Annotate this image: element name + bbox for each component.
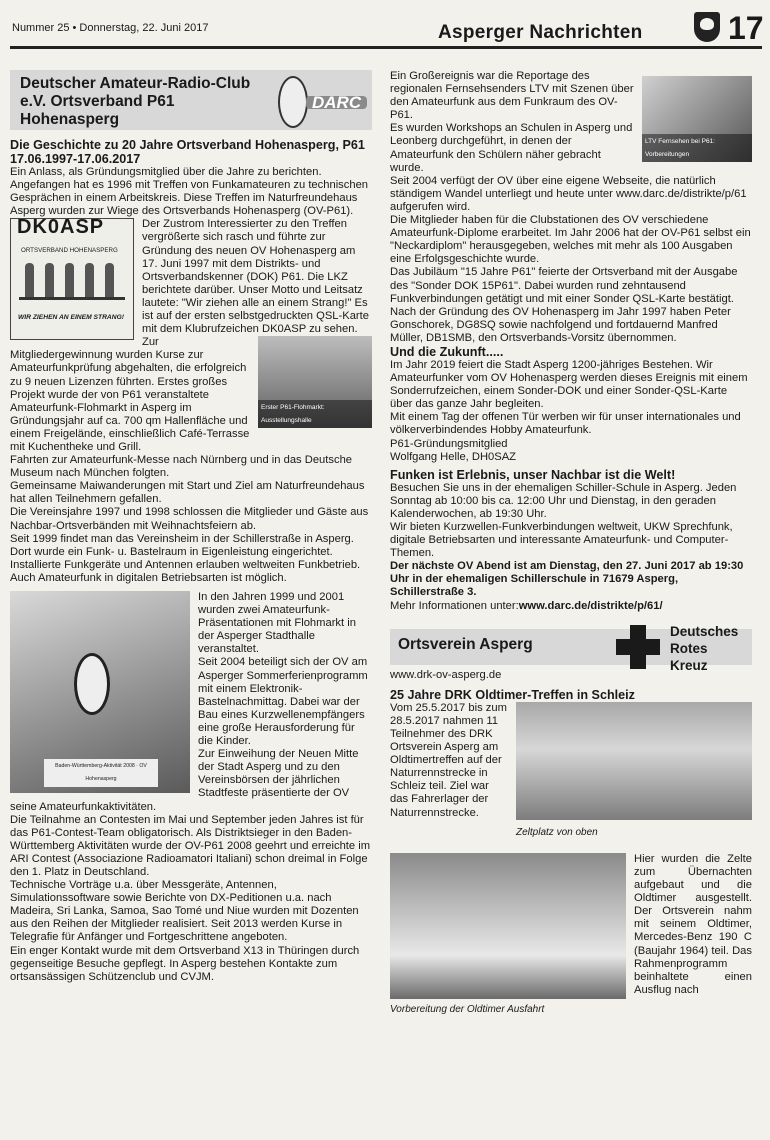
more-info-label: Mehr Informationen unter: bbox=[390, 599, 519, 612]
paragraph: Gemeinsame Maiwanderungen mit Start und Ziel am Naturfreundehaus hat allen Teilnehmern gefallen. bbox=[10, 480, 365, 506]
drk-banner bbox=[390, 623, 752, 673]
paragraph: Die Teilnahme an Contesten im Mai und September jeden Jahres ist für das P61-Contest-Team obligatorisch. Als Distriktsieger in den Baden-Württemberg Aktivitäten wurde der OV-P61 2008 geehrt und erreichte im ARI Contest (Associazione Radioamatori Italiani) schon dreimal in Folge den 1. Platz in Deutschland. bbox=[10, 813, 371, 878]
qsl-call: DK0ASP bbox=[17, 216, 105, 239]
paragraph: Der Zustrom Interessierter zu den Treffen vergrößerte sich rasch und führte zur Gründung des neuen OV Hohenasperg am 17. Juni 1997 mit dem Distrikts- und Ortsverbandskenner (DOK) P61. Die LKZ berichtete darüber. Unser Motto und Leitsatz lautete: "Wir ziehen alle an einem Strang!" Es ist auf der ersten selbstgedruckten QSL-Karte mit dem Klubrufzeichen DK0ASP zu sehen. bbox=[142, 218, 369, 336]
zeltplatz-figure bbox=[516, 702, 752, 839]
trophy-photo bbox=[10, 591, 190, 793]
darc-trophy-emblem bbox=[74, 653, 110, 715]
paragraph: Das Jubiläum "15 Jahre P61" feierte der Ortsverband mit der Ausgabe des "Sonder DOK 15P61". Dabei wurden rund zehntausend Funkverbindungen getätigt und mit einer Sonder QSL-Karte bestätigt. bbox=[390, 266, 738, 305]
red-cross-icon bbox=[616, 625, 660, 669]
oldtimer-figure bbox=[390, 853, 626, 1016]
qsl-card-image bbox=[10, 218, 134, 340]
paragraph: Zur Mitgliedergewinnung wurden Kurse zur Amateurfunkprüfung abgehalten, die erfolgreich zu 9 neuen Lizenzen führten. Erstes großes Projekt wurde der von P61 veranstaltete Amateurfunk-Flohmarkt in Asperg im Gründungsjahr auf ca. 700 qm Hallenfläche und einem Freigelände, einschließlich Café-Terrasse mit Kuchentheke und Grill. bbox=[10, 336, 250, 453]
drk-line: Deutsches bbox=[670, 623, 739, 639]
paragraph: Ein enger Kontakt wurde mit dem Ortsverband X13 in Thüringen durch gegenseitige Besuche gepflegt. In Asperg bestehen Kontakte zum ortsansässigen Schützenclub und CVJM. bbox=[10, 944, 360, 983]
paragraph: Fahrten zur Amateurfunk-Messe nach Nürnberg und in das Deutsche Museum nach München folgten. bbox=[10, 454, 353, 480]
drk-title: Ortsverein Asperg bbox=[398, 635, 533, 653]
future-heading: Und die Zukunft..... bbox=[390, 344, 504, 359]
paragraph: Seit 2004 verfügt der OV über eine eigene Webseite, die natürlich ständigem Wandel unterliegt und heute unter www.darc.de/distrikte/p/61 aufgerufen wird. bbox=[390, 174, 747, 213]
paragraph: Technische Vorträge u.a. über Messgeräte, Antennen, Simulationssoftware sowie Berichte von DX-Peditionen u.a. nach Madeira, Sri Lanka, Samoa, Sao Tomé und Niue wurden mit Dozenten aus den Reihen der Mitglieder realisiert. Seit 2013 werden Kurse in Telegrafie für Anfänger und Fortgeschrittene angeboten. bbox=[10, 879, 359, 944]
drk-line: Kreuz bbox=[670, 657, 708, 673]
paragraph: Seit 2004 beteiligt sich der OV am Asperger Sommerferienprogramm mit einem Elektronik-Bastelnachmittag. Dabei war der Bau eines Kurzwellenempfängers eine große Herausforderung für die Kinder. bbox=[198, 656, 368, 748]
right-column bbox=[390, 70, 752, 1020]
qsl-sub: ORTSVERBAND HOHENASPERG bbox=[21, 247, 118, 255]
paragraph: Zur Einweihung der Neuen Mitte der Stadt Asperg und zu den Vereinsbörsen der jährlichen Stadtfeste präsentierte der OV seine Amateurfunkaktivitäten. bbox=[10, 748, 359, 813]
darc-banner bbox=[10, 70, 372, 130]
ltv-photo bbox=[642, 76, 752, 162]
oldtimer-photo bbox=[390, 853, 626, 999]
drk-name bbox=[670, 623, 738, 674]
paragraph: Vom 25.5.2017 bis zum 28.5.2017 nahmen 11 Teilnehmer des DRK Ortsverein Asperg am Oldtimertreffen auf der Naturrennstrecke in Schleiz teil. Ziel war das Fahrerlager der Naturrennstrecke. bbox=[390, 701, 507, 819]
paragraph: Seit 1999 findet man das Vereinsheim in der Schillerstraße in Asperg. Dort wurde ein Funk- u. Bastelraum in Eigenleistung eingerichtet. Installierte Funkgeräte und Antennen erlauben weltweiten Funkbetrieb. Auch Amateurfunk in digitalen Betriebsarten ist möglich. bbox=[10, 532, 361, 584]
photo-caption: Erster P61-Flohmarkt: Ausstellungshalle bbox=[258, 400, 372, 428]
town-crest-icon bbox=[694, 12, 720, 42]
signature-role: P61-Gründungsmitglied bbox=[390, 437, 508, 450]
article-headline: Die Geschichte zu 20 Jahre Ortsverband Hohenasperg, P61 bbox=[10, 138, 365, 152]
paragraph: Die Mitglieder haben für die Clubstationen des OV verschiedene Amateurfunk-Diplome erarbeitet. Im Jahr 2006 hat der OV-P61 selbst ein "Neckardiplom" herausgegeben, welches mit mehr als 100 Ausgaben eine Erfolgsgeschichte wurde. bbox=[390, 214, 751, 266]
more-info bbox=[390, 600, 752, 613]
darc-url-link[interactable]: www.darc.de/distrikte/p/61/ bbox=[518, 599, 663, 612]
drk-line: Rotes bbox=[670, 640, 708, 656]
club-title: Deutscher Amateur-Radio-Club e.V. Ortsverband P61 Hohenasperg bbox=[20, 75, 251, 128]
left-column bbox=[10, 70, 372, 984]
drk-headline: 25 Jahre DRK Oldtimer-Treffen in Schleiz bbox=[390, 687, 635, 702]
page-header bbox=[10, 8, 762, 49]
paragraph: In den Jahren 1999 und 2001 wurden zwei Amateurfunk-Präsentationen mit Flohmarkt in der Asperger Stadthalle veranstaltet. bbox=[198, 591, 356, 656]
darc-logo: DARC bbox=[306, 96, 367, 109]
paragraph: Die Vereinsjahre 1997 und 1998 schlossen die Mitglieder und Gäste aus Nachbar-Ortsverbänden mit Weihnachtsfeiern ab. bbox=[10, 506, 369, 532]
paragraph: Ein Anlass, als Gründungsmitglied über die Jahre zu berichten. Angefangen hat es 1996 mit Treffen von Funkamateuren zu technischen Gesprächen in einem Arbeitskreis. Diese Treffen im Naturfreundehaus Asperg wurden zur Wiege des Ortsverbands Hohenasperg (OV-P61). bbox=[10, 166, 369, 218]
qsl-slogan: WIR ZIEHEN AN EINEM STRANG! bbox=[17, 314, 124, 322]
drk-url-link[interactable]: www.drk-ov-asperg.de bbox=[390, 668, 502, 681]
paragraph: Im Jahr 2019 feiert die Stadt Asperg 1200-jähriges Bestehen. Wir Amateurfunker vom OV Hohenasperg werden dieses Ereignis mit einem Sonderrufzeichen, einem Sonder-DOK und einer Sonder-QSL-Karte über das ganze Jahr begleiten. bbox=[390, 358, 748, 411]
paragraph: Nach der Gründung des OV Hohenasperg im Jahr 1997 haben Peter Gonschorek, DG8SQ sowie nachfolgend und fortdauernd Manfred Müller, DB1SMB, den Ortsverbands-Vorsitz übernommen. bbox=[390, 305, 731, 344]
page-number: 17 bbox=[728, 10, 764, 46]
photo-caption: LTV Fernsehen bei P61: Vorbereitungen bbox=[642, 134, 752, 162]
signature-name: Wolfgang Helle, DH0SAZ bbox=[390, 450, 517, 463]
issue-info: Nummer 25 • Donnerstag, 22. Juni 2017 bbox=[12, 22, 209, 34]
paragraph: Besuchen Sie uns in der ehemaligen Schiller-Schule in Asperg. Jeden Sonntag ab 10:00 bis ca. 12:00 Uhr und Dienstag, in den geraden Kalenderwochen, ab 19:30 Uhr. bbox=[390, 481, 737, 520]
photo-caption: Vorbereitung der Oldtimer Ausfahrt bbox=[390, 1003, 545, 1015]
paragraph: Es wurden Workshops an Schulen in Asperg und Leonberg durchgeführt, in denen der Amateurfunk den Schülern näher gebracht wurde. bbox=[390, 122, 633, 174]
paragraph: Mit einem Tag der offenen Tür werben wir für unser internationales und völkerverbindendes Hobby Amateurfunk. bbox=[390, 411, 741, 437]
flohmarkt-photo bbox=[258, 336, 372, 428]
darc-diamond-icon bbox=[278, 76, 308, 128]
trophy-plate: Baden-Württemberg-Aktivität 2008 · OV Hohenasperg bbox=[44, 759, 158, 787]
paragraph: Wir bieten Kurzwellen-Funkverbindungen weltweit, UKW Sprechfunk, digitale Betriebsarten und interessante Amateurfunk- und Computer-Themen. bbox=[390, 521, 733, 560]
paper-title: Asperger Nachrichten bbox=[438, 22, 643, 43]
article-dates: 17.06.1997-17.06.2017 bbox=[10, 152, 141, 166]
rope-pulling-figures bbox=[19, 255, 125, 300]
funken-heading: Funken ist Erlebnis, unser Nachbar ist die Welt! bbox=[390, 467, 676, 482]
zeltplatz-photo bbox=[516, 702, 752, 820]
photo-caption: Zeltplatz von oben bbox=[516, 826, 598, 838]
paragraph: Hier wurden die Zelte zum Übernachten aufgebaut und die Oldtimer ausgestellt. Der Ortsverein nahm mit seinem Oldtimer, Mercedes-Benz 190 C (Baujahr 1964) teil. Das Rahmenprogramm beinhaltete einen Ausflug nach bbox=[634, 852, 752, 996]
paragraph: Ein Großereignis war die Reportage des regionalen Fernsehsenders LTV mit Szenen über den Amateurfunk aus dem Funkraum des OV-P61. bbox=[390, 70, 634, 122]
next-meeting: Der nächste OV Abend ist am Dienstag, den 27. Juni 2017 ab 19:30 Uhr in der ehemaligen Schillerschule in 71679 Asperg, Schillerstraße 3. bbox=[390, 560, 744, 599]
